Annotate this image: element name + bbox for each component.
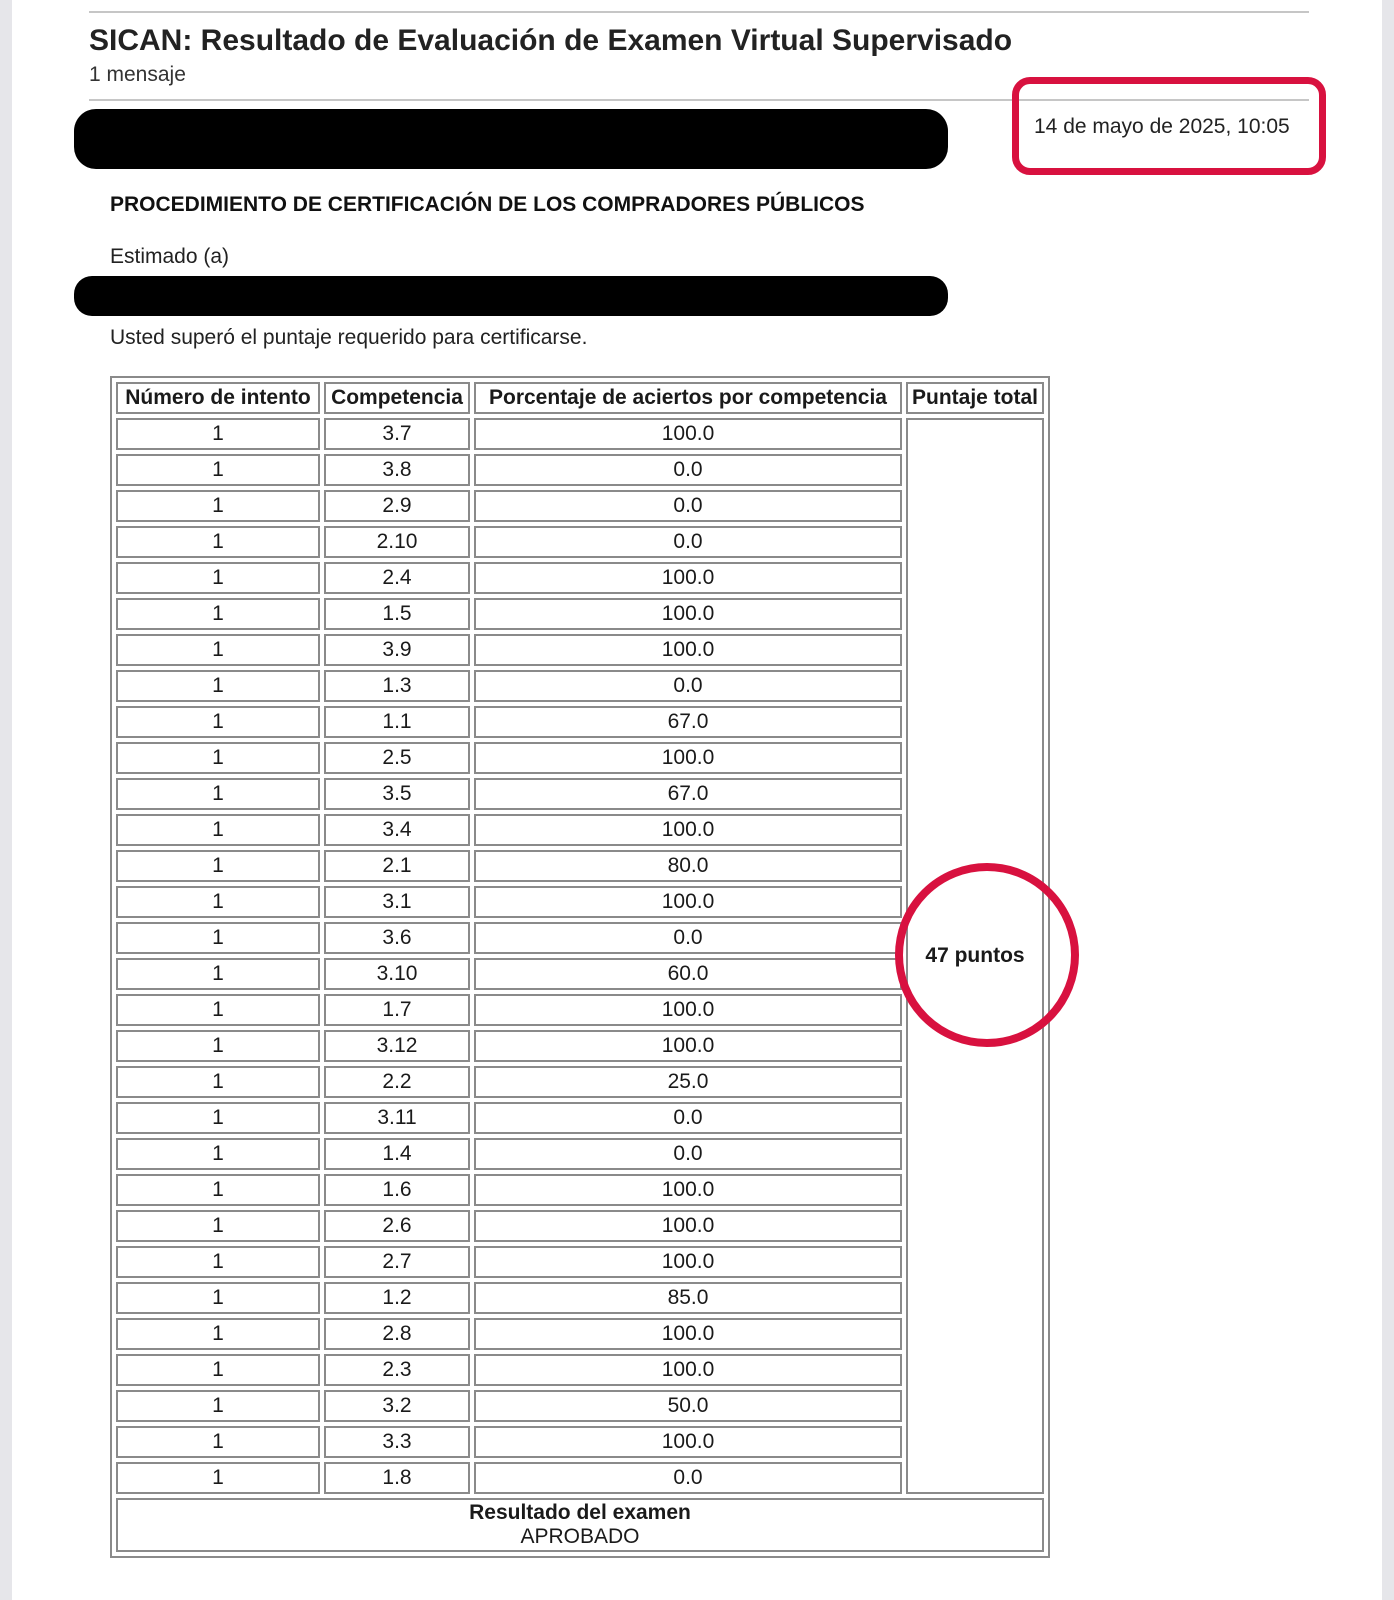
percent-cell: 100.0 <box>474 598 902 630</box>
table-header-row <box>116 382 1044 414</box>
competency-cell: 3.8 <box>324 454 470 486</box>
percent-cell: 0.0 <box>474 454 902 486</box>
table-row <box>116 1210 1044 1242</box>
header-percent: Porcentaje de aciertos por competencia <box>474 382 902 414</box>
competency-cell: 3.1 <box>324 886 470 918</box>
table-row <box>116 1426 1044 1458</box>
percent-cell: 0.0 <box>474 1102 902 1134</box>
table-row <box>116 1354 1044 1386</box>
competency-cell: 2.7 <box>324 1246 470 1278</box>
percent-cell: 100.0 <box>474 994 902 1026</box>
attempt-cell: 1 <box>116 1030 320 1062</box>
total-score: 47 puntos <box>906 418 1044 1494</box>
competency-cell: 3.2 <box>324 1390 470 1422</box>
competency-cell: 2.5 <box>324 742 470 774</box>
divider <box>89 11 1309 13</box>
table-row <box>116 1318 1044 1350</box>
attempt-cell: 1 <box>116 958 320 990</box>
table-row <box>116 742 1044 774</box>
attempt-cell: 1 <box>116 454 320 486</box>
results-table <box>110 376 1050 1558</box>
attempt-cell: 1 <box>116 562 320 594</box>
attempt-cell: 1 <box>116 1210 320 1242</box>
attempt-cell: 1 <box>116 670 320 702</box>
header-attempt: Número de intento <box>116 382 320 414</box>
table-row <box>116 418 1044 450</box>
percent-cell: 67.0 <box>474 778 902 810</box>
attempt-cell: 1 <box>116 1282 320 1314</box>
competency-cell: 3.12 <box>324 1030 470 1062</box>
message-count: 1 mensaje <box>89 63 186 86</box>
competency-cell: 2.8 <box>324 1318 470 1350</box>
competency-cell: 2.3 <box>324 1354 470 1386</box>
percent-cell: 100.0 <box>474 1210 902 1242</box>
percent-cell: 100.0 <box>474 1246 902 1278</box>
percent-cell: 100.0 <box>474 742 902 774</box>
email-date: 14 de mayo de 2025, 10:05 <box>1034 115 1290 138</box>
table-row <box>116 1066 1044 1098</box>
attempt-cell: 1 <box>116 1066 320 1098</box>
table-row <box>116 1138 1044 1170</box>
percent-cell: 100.0 <box>474 418 902 450</box>
competency-cell: 3.5 <box>324 778 470 810</box>
percent-cell: 0.0 <box>474 490 902 522</box>
percent-cell: 100.0 <box>474 634 902 666</box>
table-row <box>116 958 1044 990</box>
percent-cell: 100.0 <box>474 1318 902 1350</box>
percent-cell: 0.0 <box>474 1462 902 1494</box>
greeting: Estimado (a) <box>110 245 230 268</box>
percent-cell: 0.0 <box>474 526 902 558</box>
table-row <box>116 1462 1044 1494</box>
date-highlight-box <box>1012 77 1326 175</box>
competency-cell: 1.3 <box>324 670 470 702</box>
attempt-cell: 1 <box>116 1318 320 1350</box>
table-row <box>116 922 1044 954</box>
table-row <box>116 850 1044 882</box>
attempt-cell: 1 <box>116 1354 320 1386</box>
competency-cell: 1.2 <box>324 1282 470 1314</box>
attempt-cell: 1 <box>116 706 320 738</box>
competency-cell: 3.3 <box>324 1426 470 1458</box>
attempt-cell: 1 <box>116 1138 320 1170</box>
competency-cell: 2.6 <box>324 1210 470 1242</box>
email-page <box>12 0 1382 1600</box>
procedure-heading: PROCEDIMIENTO DE CERTIFICACIÓN DE LOS COMPRADORES PÚBLICOS <box>110 193 865 216</box>
table-row <box>116 778 1044 810</box>
percent-cell: 100.0 <box>474 1174 902 1206</box>
competency-cell: 3.10 <box>324 958 470 990</box>
percent-cell: 100.0 <box>474 562 902 594</box>
attempt-cell: 1 <box>116 1102 320 1134</box>
percent-cell: 0.0 <box>474 670 902 702</box>
table-row <box>116 1174 1044 1206</box>
table-row <box>116 526 1044 558</box>
attempt-cell: 1 <box>116 490 320 522</box>
percent-cell: 100.0 <box>474 1426 902 1458</box>
percent-cell: 100.0 <box>474 1030 902 1062</box>
table-row <box>116 670 1044 702</box>
competency-cell: 3.4 <box>324 814 470 846</box>
table-row <box>116 562 1044 594</box>
competency-cell: 2.10 <box>324 526 470 558</box>
result-row <box>116 1498 1044 1552</box>
attempt-cell: 1 <box>116 1246 320 1278</box>
attempt-cell: 1 <box>116 994 320 1026</box>
header-competency: Competencia <box>324 382 470 414</box>
attempt-cell: 1 <box>116 814 320 846</box>
redacted-sender <box>74 109 948 169</box>
percent-cell: 100.0 <box>474 814 902 846</box>
competency-cell: 1.7 <box>324 994 470 1026</box>
competency-cell: 3.11 <box>324 1102 470 1134</box>
competency-cell: 3.7 <box>324 418 470 450</box>
percent-cell: 60.0 <box>474 958 902 990</box>
table-row <box>116 1102 1044 1134</box>
exam-result-label: Resultado del examen <box>469 1501 691 1524</box>
attempt-cell: 1 <box>116 1426 320 1458</box>
table-row <box>116 598 1044 630</box>
competency-cell: 3.9 <box>324 634 470 666</box>
attempt-cell: 1 <box>116 742 320 774</box>
percent-cell: 85.0 <box>474 1282 902 1314</box>
table-row <box>116 1390 1044 1422</box>
attempt-cell: 1 <box>116 1390 320 1422</box>
percent-cell: 67.0 <box>474 706 902 738</box>
percent-cell: 0.0 <box>474 922 902 954</box>
table-row <box>116 454 1044 486</box>
percent-cell: 100.0 <box>474 1354 902 1386</box>
competency-cell: 1.1 <box>324 706 470 738</box>
competency-cell: 1.8 <box>324 1462 470 1494</box>
passed-message: Usted superó el puntaje requerido para certificarse. <box>110 326 588 349</box>
table-row <box>116 634 1044 666</box>
table-row <box>116 1246 1044 1278</box>
table-row <box>116 490 1044 522</box>
attempt-cell: 1 <box>116 886 320 918</box>
competency-cell: 2.2 <box>324 1066 470 1098</box>
attempt-cell: 1 <box>116 598 320 630</box>
competency-cell: 1.4 <box>324 1138 470 1170</box>
attempt-cell: 1 <box>116 1174 320 1206</box>
percent-cell: 100.0 <box>474 886 902 918</box>
attempt-cell: 1 <box>116 418 320 450</box>
competency-cell: 2.4 <box>324 562 470 594</box>
table-row <box>116 814 1044 846</box>
competency-cell: 1.6 <box>324 1174 470 1206</box>
percent-cell: 80.0 <box>474 850 902 882</box>
exam-result-cell <box>116 1498 1044 1552</box>
table-row <box>116 1030 1044 1062</box>
attempt-cell: 1 <box>116 634 320 666</box>
exam-result-value: APROBADO <box>520 1525 640 1548</box>
competency-cell: 1.5 <box>324 598 470 630</box>
redacted-name <box>74 276 948 316</box>
percent-cell: 25.0 <box>474 1066 902 1098</box>
table-row <box>116 886 1044 918</box>
table-row <box>116 706 1044 738</box>
table-row <box>116 994 1044 1026</box>
email-subject: SICAN: Resultado de Evaluación de Examen Virtual Supervisado <box>89 24 1013 57</box>
percent-cell: 0.0 <box>474 1138 902 1170</box>
attempt-cell: 1 <box>116 850 320 882</box>
competency-cell: 2.9 <box>324 490 470 522</box>
percent-cell: 50.0 <box>474 1390 902 1422</box>
attempt-cell: 1 <box>116 526 320 558</box>
competency-cell: 3.6 <box>324 922 470 954</box>
header-total: Puntaje total <box>906 382 1044 414</box>
competency-cell: 2.1 <box>324 850 470 882</box>
attempt-cell: 1 <box>116 778 320 810</box>
attempt-cell: 1 <box>116 922 320 954</box>
attempt-cell: 1 <box>116 1462 320 1494</box>
table-row <box>116 1282 1044 1314</box>
